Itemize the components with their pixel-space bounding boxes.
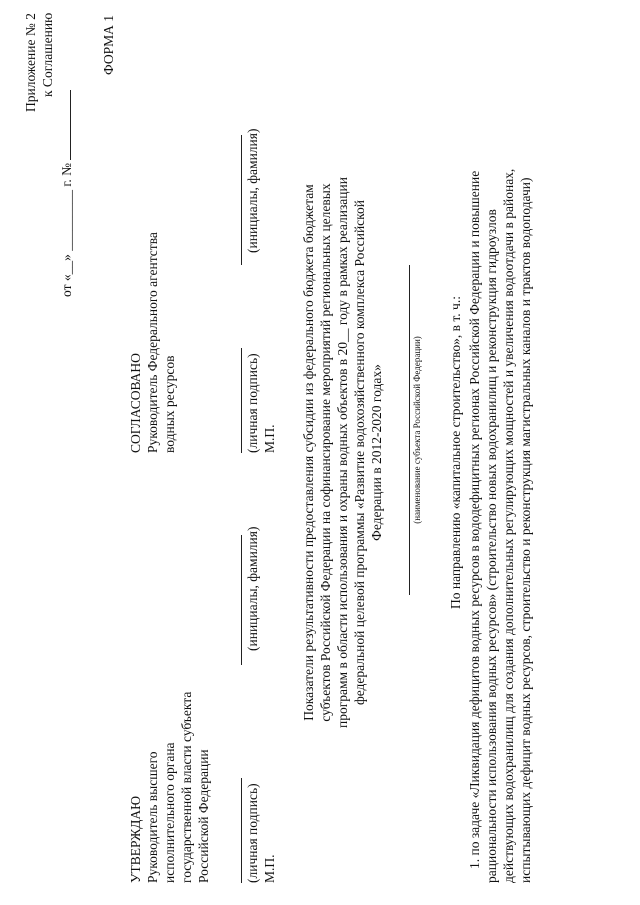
task-line-2: рациональности использования водных ресурсов» (строительство новых водохранилищ и реконструкция гидроузлов (484, 209, 499, 883)
approved-name-caption: (инициалы, фамилия) (245, 526, 260, 651)
appendix-date-number: от «__» _________ г. № (59, 163, 74, 297)
agreed-signature-line (241, 348, 242, 453)
approved-line-1: Руководитель высшего (145, 751, 160, 883)
agreed-stamp: М.П. (262, 424, 277, 453)
approved-line-2: исполнительного органа (162, 742, 177, 883)
form-label: ФОРМА 1 (101, 15, 116, 75)
heading-line-3: программ в области использования и охраны водных объектов в 20__ году в рамках реализации (335, 177, 350, 728)
appendix-line-1: Приложение № 2 (23, 13, 38, 112)
direction-line: По направлению «капитальное строительство», в т. ч.: (448, 296, 463, 609)
agreed-line-2: водных ресурсов (162, 355, 177, 453)
agreed-name-caption: (инициалы, фамилия) (245, 128, 260, 253)
agreed-title: СОГЛАСОВАНО (128, 353, 143, 453)
agreement-number-blank (60, 90, 71, 160)
approved-line-3: государственной власти субъекта (179, 691, 194, 883)
document-heading (300, 0, 385, 905)
approved-stamp: М.П. (262, 854, 277, 883)
approved-signature-caption: (личная подпись) (245, 783, 260, 883)
appendix-line-2: к Соглашению (40, 12, 55, 97)
heading-line-1: Показатели результативности предоставления субсидии из федерального бюджета бюджетам (301, 184, 316, 721)
approved-signature-line (241, 778, 242, 883)
heading-line-5: Федерации в 2012-2020 годах» (369, 364, 384, 541)
task-paragraph (466, 25, 534, 883)
subject-name-caption: (наименование субъекта Российской Федерации) (412, 336, 422, 524)
heading-line-4: федеральной целевой программы «Развитие водохозяйственного комплекса Российской (352, 199, 367, 706)
approved-title: УТВЕРЖДАЮ (128, 795, 143, 883)
subject-name-line (409, 265, 410, 595)
heading-line-2: субъектов Российской Федерации на софинансирование мероприятий региональных целевых (318, 183, 333, 722)
agreed-line-1: Руководитель Федерального агентства (145, 232, 160, 453)
appendix-line-3 (58, 90, 75, 297)
task-line-1: 1. по задаче «Ликвидация дефицитов водных ресурсов в вододефицитных регионах Российской Федерации и повышение (467, 170, 482, 869)
agreed-name-line (241, 135, 242, 265)
task-line-3: действующих водохранилищ для создания дополнительных регулирующих мощностей и увеличения водоотдачи в районах, (501, 168, 516, 883)
task-line-4: испытывающих дефицит водных ресурсов, строительство и реконструкция магистральных каналов и трактов водоподачи) (518, 177, 533, 883)
approved-line-4: Российской Федерации (196, 749, 211, 883)
agreed-signature-caption: (личная подпись) (245, 353, 260, 453)
approved-name-line (241, 535, 242, 665)
